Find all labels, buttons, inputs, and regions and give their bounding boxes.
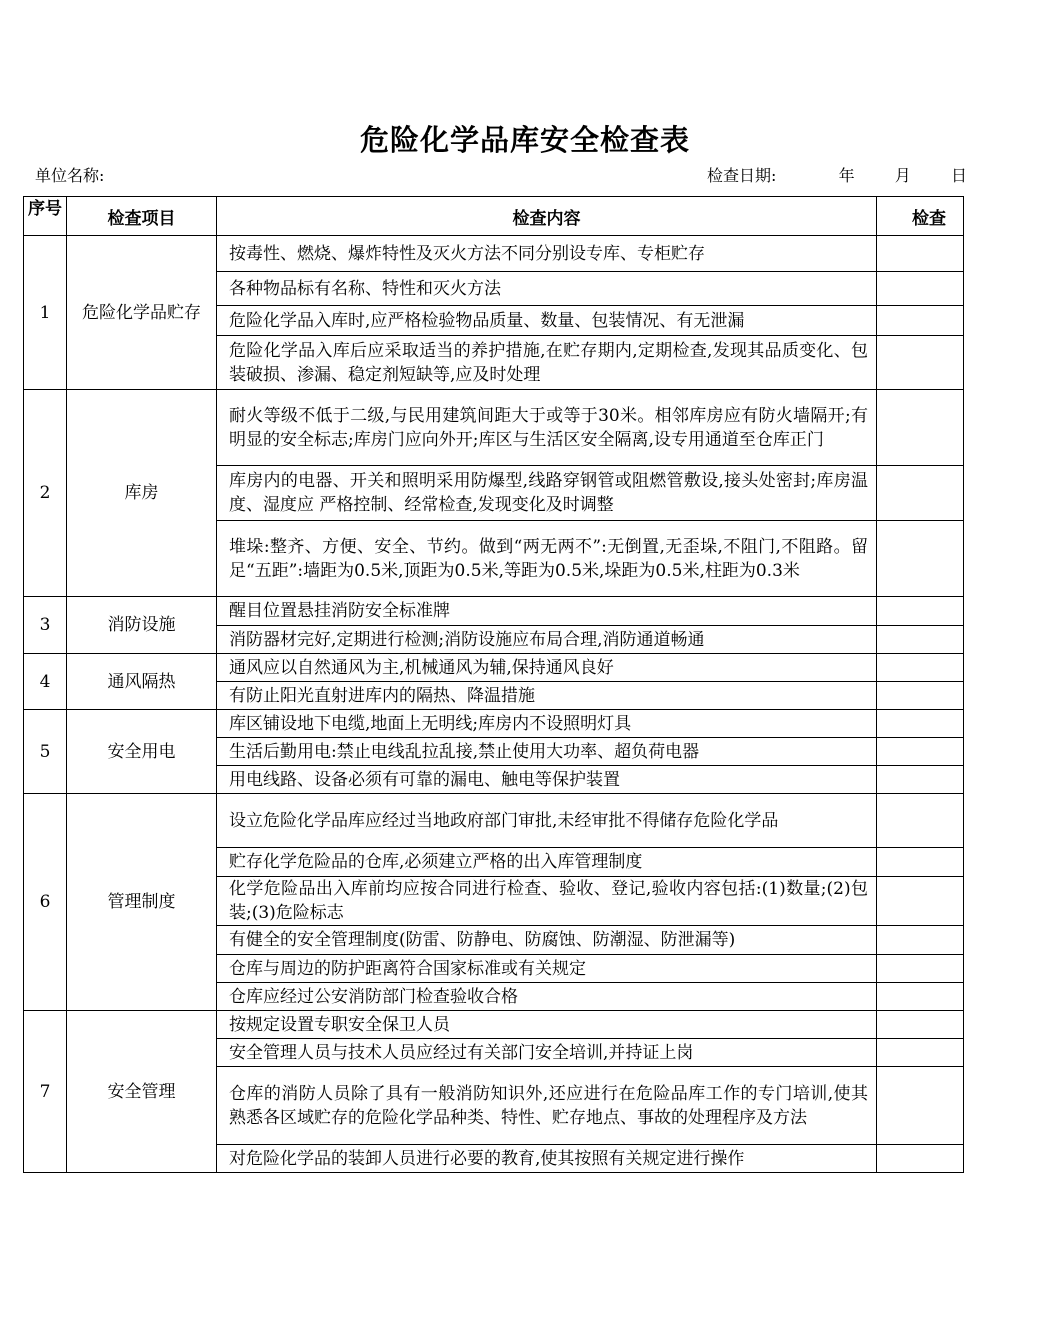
check-content: 库房内的电器、开关和照明采用防爆型,线路穿钢管或阻燃管敷设,接头处密封;库房温度、湿度应 严格控制、经常检查,发现变化及时调整 — [217, 466, 877, 521]
section-item: 通风隔热 — [67, 654, 217, 710]
section-item: 管理制度 — [67, 794, 217, 1011]
section-item: 安全管理 — [67, 1011, 217, 1173]
header-result: 检查 — [877, 197, 964, 236]
header-item: 检查项目 — [67, 197, 217, 236]
check-content: 库区铺设地下电缆,地面上无明线;库房内不设照明灯具 — [217, 710, 877, 738]
check-result-cell[interactable] — [877, 236, 964, 272]
section-number: 7 — [24, 1011, 67, 1173]
check-result-cell[interactable] — [877, 710, 964, 738]
section-number: 4 — [24, 654, 67, 710]
section-number: 5 — [24, 710, 67, 794]
table-row — [24, 390, 964, 466]
check-content: 耐火等级不低于二级,与民用建筑间距大于或等于30米。相邻库房应有防火墙隔开;有明显的安全标志;库房门应向外开;库区与生活区安全隔离,设专用通道至仓库正门 — [217, 390, 877, 466]
check-result-cell[interactable] — [877, 466, 964, 521]
table-row — [24, 597, 964, 626]
date-label: 检查日期: — [707, 166, 777, 185]
check-result-cell[interactable] — [877, 682, 964, 710]
check-result-cell[interactable] — [877, 1011, 964, 1039]
check-result-cell[interactable] — [877, 1145, 964, 1173]
check-content: 用电线路、设备必须有可靠的漏电、触电等保护装置 — [217, 766, 877, 794]
check-content: 危险化学品入库后应采取适当的养护措施,在贮存期内,定期检查,发现其品质变化、包装破损、渗漏、稳定剂短缺等,应及时处理 — [217, 336, 877, 390]
table-row — [24, 654, 964, 682]
unit-name-label: 单位名称: — [35, 166, 105, 185]
check-result-cell[interactable] — [877, 521, 964, 597]
check-content: 醒目位置悬挂消防安全标准牌 — [217, 597, 877, 626]
header-row — [24, 197, 964, 236]
table-row — [24, 794, 964, 848]
section-number: 6 — [24, 794, 67, 1011]
check-content: 仓库与周边的防护距离符合国家标准或有关规定 — [217, 955, 877, 983]
check-result-cell[interactable] — [877, 766, 964, 794]
check-content: 设立危险化学品库应经过当地政府部门审批,未经审批不得储存危险化学品 — [217, 794, 877, 848]
check-result-cell[interactable] — [877, 983, 964, 1011]
table-row — [24, 710, 964, 738]
section-number: 3 — [24, 597, 67, 654]
check-result-cell[interactable] — [877, 336, 964, 390]
check-content: 生活后勤用电:禁止电线乱拉乱接,禁止使用大功率、超负荷电器 — [217, 738, 877, 766]
day-label: 日 — [951, 166, 968, 185]
check-result-cell[interactable] — [877, 306, 964, 336]
header-no: 序号 — [24, 197, 67, 236]
check-result-cell[interactable] — [877, 877, 964, 926]
header-content: 检查内容 — [217, 197, 877, 236]
check-content: 贮存化学危险品的仓库,必须建立严格的出入库管理制度 — [217, 848, 877, 877]
section-number: 2 — [24, 390, 67, 597]
check-result-cell[interactable] — [877, 272, 964, 306]
check-content: 有防止阳光直射进库内的隔热、降温措施 — [217, 682, 877, 710]
check-content: 按规定设置专职安全保卫人员 — [217, 1011, 877, 1039]
check-content: 堆垛:整齐、方便、安全、节约。做到“两无两不”:无倒置,无歪垛,不阻门,不阻路。留足“五距”:墙距为0.5米,顶距为0.5米,等距为0.5米,垛距为0.5米,柱距为0.3米 — [217, 521, 877, 597]
check-result-cell[interactable] — [877, 626, 964, 654]
section-item: 危险化学品贮存 — [67, 236, 217, 390]
check-content: 安全管理人员与技术人员应经过有关部门安全培训,并持证上岗 — [217, 1039, 877, 1067]
check-content: 通风应以自然通风为主,机械通风为辅,保持通风良好 — [217, 654, 877, 682]
section-number: 1 — [24, 236, 67, 390]
document-title: 危险化学品库安全检查表 — [359, 123, 690, 157]
check-content: 仓库应经过公安消防部门检查验收合格 — [217, 983, 877, 1011]
check-content: 按毒性、燃烧、爆炸特性及灭火方法不同分别设专库、专柜贮存 — [217, 236, 877, 272]
check-content: 仓库的消防人员除了具有一般消防知识外,还应进行在危险品库工作的专门培训,使其熟悉各区域贮存的危险化学品种类、特性、贮存地点、事故的处理程序及方法 — [217, 1067, 877, 1145]
check-content: 危险化学品入库时,应严格检验物品质量、数量、包装情况、有无泄漏 — [217, 306, 877, 336]
check-result-cell[interactable] — [877, 1039, 964, 1067]
inspection-date — [707, 163, 967, 186]
check-content: 消防器材完好,定期进行检测;消防设施应布局合理,消防通道畅通 — [217, 626, 877, 654]
check-result-cell[interactable] — [877, 926, 964, 955]
table-row — [24, 236, 964, 272]
section-item: 库房 — [67, 390, 217, 597]
check-result-cell[interactable] — [877, 738, 964, 766]
check-content: 对危险化学品的装卸人员进行必要的教育,使其按照有关规定进行操作 — [217, 1145, 877, 1173]
month-label: 月 — [894, 166, 911, 185]
check-result-cell[interactable] — [877, 654, 964, 682]
inspection-table — [23, 196, 964, 1173]
check-result-cell[interactable] — [877, 1067, 964, 1145]
check-content: 有健全的安全管理制度(防雷、防静电、防腐蚀、防潮湿、防泄漏等) — [217, 926, 877, 955]
check-content: 各种物品标有名称、特性和灭火方法 — [217, 272, 877, 306]
table-row — [24, 1011, 964, 1039]
section-item: 消防设施 — [67, 597, 217, 654]
check-result-cell[interactable] — [877, 848, 964, 877]
check-content: 化学危险品出入库前均应按合同进行检查、验收、登记,验收内容包括:(1)数量;(2)包装;(3)危险标志 — [217, 877, 877, 926]
check-result-cell[interactable] — [877, 597, 964, 626]
check-result-cell[interactable] — [877, 390, 964, 466]
year-label: 年 — [838, 166, 855, 185]
check-result-cell[interactable] — [877, 955, 964, 983]
check-result-cell[interactable] — [877, 794, 964, 848]
section-item: 安全用电 — [67, 710, 217, 794]
